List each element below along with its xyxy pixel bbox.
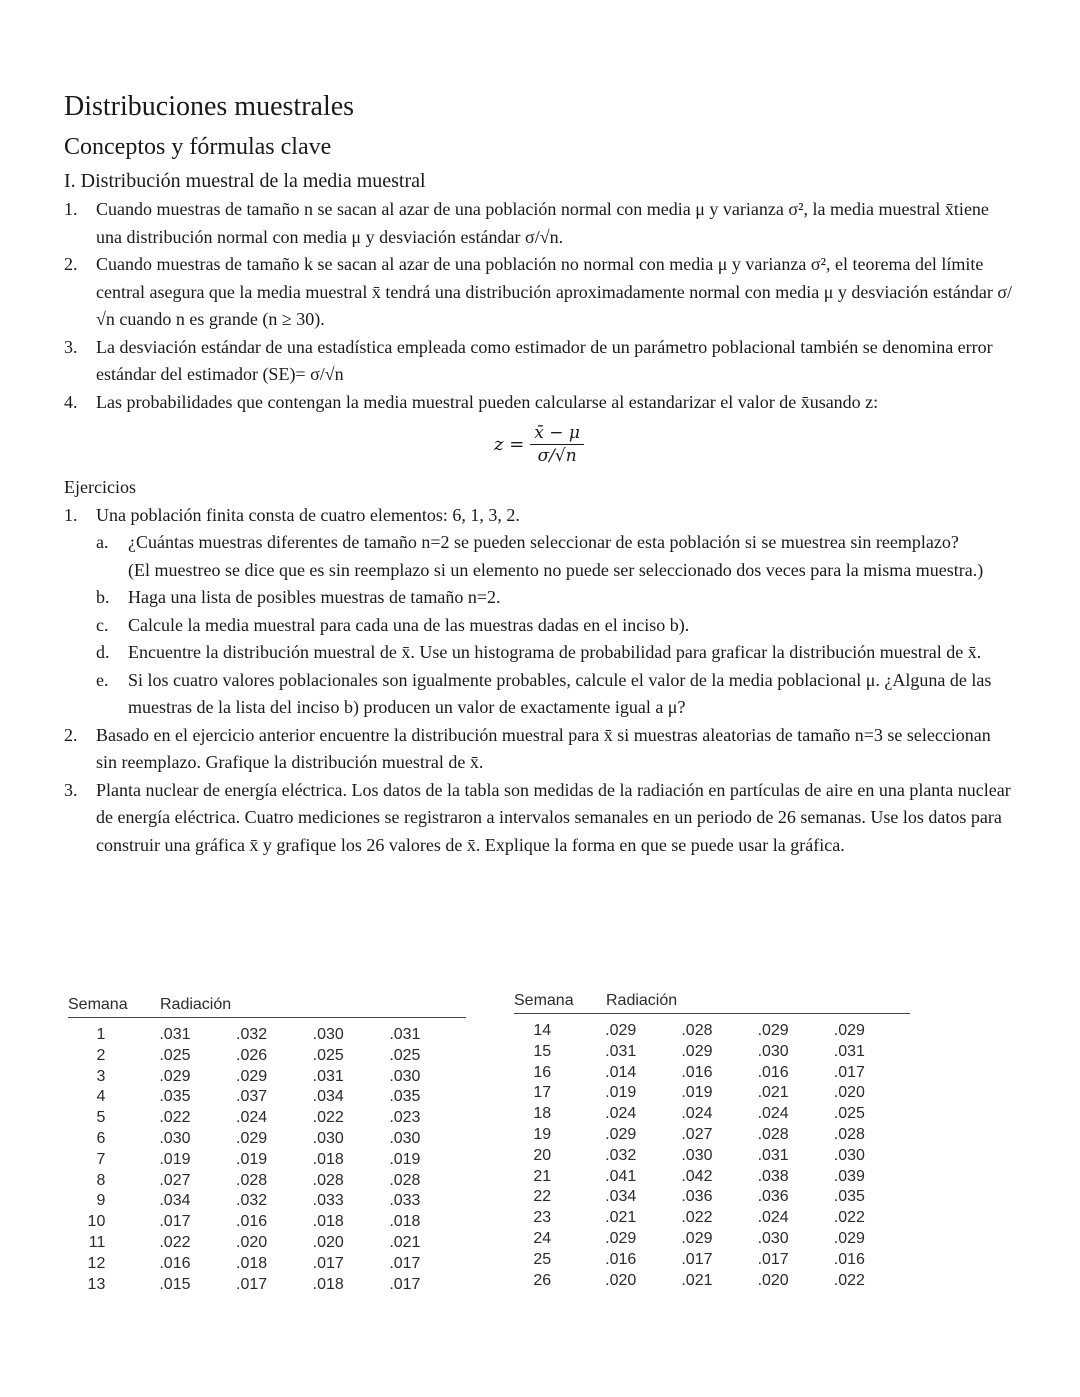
week-cell: 19 [533,1125,552,1143]
exercise-text: Basado en el ejercicio anterior encuentre la distribución muestral para x̄ si muestras aleatorias de tamaño n=3 se seleccionan sin reemplazo. Grafique la distribución muestral de x̄. [96,724,991,772]
radiation-cell: .032 [236,1026,268,1043]
radiation-cell: .020 [605,1271,637,1289]
z-score-formula [64,418,1014,470]
radiation-cell: .024 [605,1105,637,1123]
week-cell: 3 [96,1067,106,1085]
week-cell: 7 [96,1150,106,1168]
table-row [514,1104,910,1125]
table-row [514,1167,910,1188]
table-header [514,986,910,1014]
radiation-cell: .020 [833,1084,865,1102]
radiation-cell: .030 [681,1146,713,1164]
radiation-cell: .025 [159,1046,191,1064]
week-cell: 4 [96,1088,106,1106]
week-cell: 16 [533,1063,552,1081]
radiation-cell: .027 [159,1171,191,1189]
radiation-cell: .021 [681,1271,713,1289]
week-cell: 10 [87,1213,106,1231]
table-row [514,1021,910,1042]
radiation-cell: .018 [236,1254,268,1272]
week-cell: 17 [533,1084,552,1102]
table-row [514,1187,910,1208]
radiation-cell: .029 [681,1042,713,1060]
exercise-item [64,502,1014,722]
radiation-cell: .036 [681,1188,713,1206]
radiation-cell: .021 [389,1233,421,1251]
formula-fraction [530,423,584,466]
radiation-cell: .028 [757,1125,789,1143]
radiation-cell: .017 [236,1275,268,1293]
week-cell: 1 [96,1026,106,1043]
formula-lhs: z = [494,433,525,455]
radiation-cell: .017 [833,1063,865,1081]
week-cell: 26 [533,1271,552,1289]
week-cell: 21 [533,1167,552,1185]
radiation-cell: .016 [681,1063,713,1081]
table-row [68,1150,466,1171]
week-cell: 5 [96,1109,106,1127]
part-text: Si los cuatro valores poblacionales son igualmente probables, calcule el valor de la media poblacional μ. ¿Alguna de las muestras de la lista del inciso b) producen un valor de exactamente igual a μ? [128,669,992,717]
week-cell: 15 [533,1042,552,1060]
radiation-cell: .025 [312,1046,344,1064]
exercise-item [64,777,1014,860]
exercise-part [96,667,1014,722]
radiation-cell: .018 [312,1275,344,1293]
part-text: Calcule la media muestral para cada una de las muestras dadas en el inciso b). [128,614,690,635]
concept-text: Cuando muestras de tamaño k se sacan al azar de una población no normal con media μ y varianza σ², el teorema del límite central asegura que la media muestral x̄ tendrá una distribución aproximadamente normal con media μ y desviación estándar σ/√n cuando n es grande (n ≥ 30). [96,254,1013,329]
radiation-cell: .029 [757,1022,789,1039]
table-row [68,1233,466,1254]
part-text: ¿Cuántas muestras diferentes de tamaño n=2 se pueden seleccionar de esta población si se muestrea sin reemplazo? [128,532,959,552]
radiation-cell: .041 [605,1167,637,1185]
table-row [514,1271,910,1292]
week-cell: 12 [87,1254,106,1272]
section-heading: I. Distribución muestral de la media muestral [64,170,426,192]
radiation-cell: .017 [389,1254,421,1272]
radiation-cell: .029 [605,1229,637,1247]
list-marker: 4. [64,391,78,412]
radiation-cell: .029 [159,1067,191,1085]
radiation-cell: .017 [312,1254,344,1272]
table-row [68,1171,466,1192]
table-row [514,1208,910,1229]
list-marker: 1. [64,504,78,525]
table-row [68,1191,466,1212]
radiation-cell: .024 [757,1105,789,1123]
part-marker: a. [96,532,109,552]
list-marker: 2. [64,254,78,274]
radiation-cell: .031 [833,1042,865,1060]
radiation-cell: .022 [681,1209,713,1227]
radiation-cell: .027 [681,1125,713,1143]
table-row [514,1063,910,1084]
table-row [514,1250,910,1271]
radiation-cell: .022 [833,1209,865,1227]
radiation-cell: .016 [757,1063,789,1081]
radiation-cell: .031 [159,1026,191,1043]
radiation-cell: .029 [605,1125,637,1143]
radiation-cell: .020 [312,1233,344,1251]
exercise-text: Una población finita consta de cuatro elementos: 6, 1, 3, 2. [96,504,520,525]
radiation-cell: .028 [236,1171,268,1189]
page-subtitle: Conceptos y fórmulas clave [64,134,332,160]
table-row [68,1067,466,1088]
radiation-cell: .028 [312,1171,344,1189]
table-row [68,1212,466,1233]
week-cell: 11 [88,1233,106,1251]
radiation-cell: .022 [833,1271,865,1289]
radiation-cell: .029 [681,1229,713,1247]
table-header [68,990,466,1018]
week-cell: 13 [87,1275,106,1293]
radiation-cell: .021 [757,1084,789,1102]
radiation-cell: .030 [389,1129,421,1147]
radiation-cell: .033 [312,1192,344,1210]
radiation-cell: .030 [757,1042,789,1060]
radiation-cell: .016 [605,1250,637,1268]
radiation-cell: .018 [312,1213,344,1231]
exercise-part [96,529,1014,584]
radiation-cell: .023 [389,1109,421,1127]
radiation-cell: .036 [757,1188,789,1206]
radiation-cell: .030 [159,1129,191,1147]
radiation-cell: .019 [605,1084,637,1102]
radiation-cell: .026 [236,1046,268,1064]
radiation-cell: .018 [312,1150,344,1168]
radiation-cell: .029 [605,1022,637,1039]
week-cell: 24 [533,1229,552,1247]
header-radiation: Radiación [160,996,232,1013]
table-body [514,1014,910,1291]
table-row [68,1108,466,1129]
week-cell: 2 [96,1046,106,1064]
table-row [514,1229,910,1250]
concept-text: Las probabilidades que contengan la media muestral pueden calcularse al estandarizar el valor de x̄usando z: [96,391,879,412]
list-marker: 2. [64,724,78,745]
radiation-cell: .017 [389,1275,421,1293]
radiation-cell: .016 [833,1250,865,1268]
week-cell: 18 [533,1105,552,1123]
radiation-cell: .030 [833,1146,865,1164]
exercise-item [64,722,1014,777]
header-radiation: Radiación [606,992,678,1009]
radiation-cell: .025 [389,1046,421,1064]
radiation-cell: .017 [159,1213,191,1231]
week-cell: 23 [533,1209,552,1227]
radiation-cell: .014 [605,1063,637,1081]
week-cell: 25 [533,1250,552,1268]
concept-text: Cuando muestras de tamaño n se sacan al azar de una población normal con media μ y varianza σ², la media muestral x̄tiene una distribución normal con media μ y desviación estándar σ/√n. [96,199,989,247]
table-row [514,1083,910,1104]
radiation-cell: .025 [833,1105,865,1123]
radiation-cell: .030 [312,1129,344,1147]
radiation-cell: .034 [312,1088,344,1106]
exercise-part [96,584,1014,612]
concept-text: La desviación estándar de una estadística empleada como estimador de un parámetro poblacional también se denomina error estándar del estimador (SE)= σ/√n [96,336,993,384]
concept-item [64,251,1014,334]
table-row [514,1125,910,1146]
table-row [68,1046,466,1067]
table-row [514,1146,910,1167]
radiation-cell: .019 [389,1150,421,1168]
week-cell: 9 [96,1192,106,1210]
radiation-cell: .034 [605,1188,637,1206]
week-cell: 22 [533,1188,552,1206]
radiation-cell: .028 [389,1171,421,1189]
concept-item [64,389,1014,417]
formula-numerator: x̄ − μ [530,423,584,445]
week-cell: 20 [533,1146,552,1164]
radiation-cell: .022 [159,1109,191,1127]
radiation-cell: .039 [833,1167,865,1185]
concept-item [64,196,1014,251]
radiation-cell: .019 [681,1084,713,1102]
radiation-cell: .024 [236,1109,268,1127]
radiation-cell: .019 [159,1150,191,1168]
radiation-cell: .017 [681,1250,713,1268]
radiation-cell: .034 [159,1192,191,1210]
header-week: Semana [68,996,128,1013]
week-cell: 6 [96,1129,106,1147]
radiation-cell: .032 [605,1146,637,1164]
radiation-cell: .021 [605,1209,637,1227]
list-marker: 3. [64,779,78,800]
header-week: Semana [514,992,574,1009]
radiation-cell: .037 [236,1088,268,1106]
radiation-table-left [68,990,466,1295]
radiation-cell: .019 [236,1150,268,1168]
table-row [68,1275,466,1296]
radiation-cell: .030 [757,1229,789,1247]
radiation-cell: .018 [389,1213,421,1231]
radiation-cell: .022 [312,1109,344,1127]
list-marker: 3. [64,336,78,357]
radiation-cell: .031 [757,1146,789,1164]
radiation-cell: .028 [833,1125,865,1143]
part-marker: d. [96,642,110,662]
concepts-list [64,196,1014,416]
table-row [68,1025,466,1046]
table-body [68,1018,466,1295]
concept-item [64,334,1014,389]
radiation-cell: .042 [681,1167,713,1185]
table-row [68,1087,466,1108]
radiation-cell: .035 [389,1088,421,1106]
exercises-list [64,502,1014,860]
radiation-cell: .029 [833,1022,865,1039]
radiation-cell: .033 [389,1192,421,1210]
part-text: Haga una lista de posibles muestras de tamaño n=2. [128,587,501,607]
radiation-cell: .028 [681,1022,713,1039]
radiation-cell: .016 [236,1213,268,1231]
week-cell: 8 [96,1171,106,1189]
radiation-cell: .031 [312,1067,344,1085]
radiation-table-right [514,986,910,1291]
part-note: (El muestreo se dice que es sin reemplazo si un elemento no puede ser seleccionado dos veces para la misma muestra.) [128,559,984,580]
radiation-cell: .035 [159,1088,191,1106]
exercise-part [96,639,1014,667]
exercise-parts [96,529,1014,722]
part-text: Encuentre la distribución muestral de x̄. Use un histograma de probabilidad para graficar la distribución muestral de x̄. [128,642,982,662]
radiation-cell: .024 [681,1105,713,1123]
exercise-part [96,612,1014,640]
radiation-cell: .031 [605,1042,637,1060]
part-marker: b. [96,587,110,607]
part-marker: c. [96,614,109,635]
radiation-cell: .029 [833,1229,865,1247]
formula-denominator: σ/√n [537,445,577,466]
exercise-text: Planta nuclear de energía eléctrica. Los datos de la tabla son medidas de la radiación en partículas de aire en una planta nuclear de energía eléctrica. Cuatro mediciones se registraron a intervalos semanales en un periodo de 26 semanas. Use los datos para construir una gráfica x̄ y grafique los 26 valores de x̄. Explique la forma en que se puede usar la gráfica. [96,779,1011,855]
radiation-cell: .035 [833,1188,865,1206]
table-row [514,1042,910,1063]
radiation-cell: .030 [389,1067,421,1085]
radiation-cell: .029 [236,1129,268,1147]
radiation-cell: .024 [757,1209,789,1227]
week-cell: 14 [533,1022,552,1039]
exercises-heading: Ejercicios [64,477,136,497]
radiation-cell: .029 [236,1067,268,1085]
radiation-cell: .022 [159,1233,191,1251]
radiation-cell: .017 [757,1250,789,1268]
radiation-cell: .031 [389,1026,421,1043]
table-row [68,1129,466,1150]
radiation-cell: .015 [159,1275,191,1293]
radiation-cell: .016 [159,1254,191,1272]
radiation-cell: .020 [757,1271,789,1289]
radiation-tables [68,990,948,1300]
radiation-cell: .030 [312,1026,344,1043]
radiation-cell: .020 [236,1233,268,1251]
list-marker: 1. [64,199,78,219]
part-marker: e. [96,669,109,690]
radiation-cell: .038 [757,1167,789,1185]
radiation-cell: .032 [236,1192,268,1210]
page-title: Distribuciones muestrales [64,91,355,122]
document-page [64,88,1014,859]
table-row [68,1254,466,1275]
